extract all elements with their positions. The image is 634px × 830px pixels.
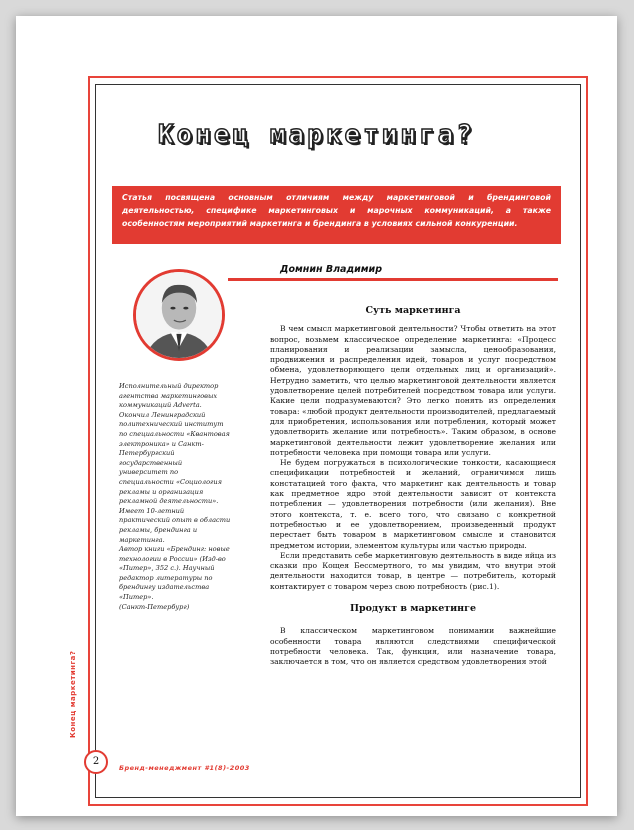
paragraph: В классическом маркетинговом понимании важнейшие особенности товара являются следствиями специфической потребности человека. Так, функция, или назначение товара, заключается в том, что он является средством удовлетворения этой [270,626,556,667]
author-name: Домнин Владимир [280,264,383,275]
bio-line: Окончил Ленинградский политехнический институт по специальности «Квантовая электроника» и Санкт-Петербургский государственный университет по специальности «Социология рекламы и организация рекламной деятельности». [119,410,230,506]
page-number: 2 [84,750,108,774]
journal-footer: Бренд-менеджмент #1(8)-2003 [119,764,250,772]
article-title: Конец маркетинга? [157,120,476,150]
lead-banner: Статья посвящена основным отличиям между маркетинговой и брендинговой деятельностью, специфике маркетинговых и марочных коммуникаций, а также особенностям мероприятий маркетинга и брендинга в условиях сильной конкуренции. [112,186,561,244]
author-underline [228,278,558,281]
article-body [270,306,556,668]
page [16,16,617,816]
side-running-title-text: Конец маркетинга? [69,650,77,738]
bio-line: Исполнительный директор агентства маркетинговых коммуникаций Adverta. [119,382,219,410]
bio-line: Автор книги «Брендинг: новые технологии в России» (Изд-во «Питер», 352 с.). Научный редактор литературы по брендингу издательства «Питер». [119,545,230,602]
bio-line: (Санкт-Петербург) [119,602,190,611]
section-heading: Продукт в маркетинге [349,603,477,615]
paragraph: В чем смысл маркетинговой деятельности? Чтобы ответить на этот вопрос, возьмем классическое определение маркетинга: «Процесс планирования и реализации замысла, ценообразования, продвижения и распределения идей, товаров и услуг посредством обмена, удовлетворяющего цели отдельных лиц и организаций». Нетрудно заметить, что целью маркетинговой деятельности является удовлетворение целей потребителей посредством товара или услуги. Какие цели подразумеваются? Это легко понять из определения товара: «любой продукт деятельности производителей, предлагаемый для приобретения, использования или потребления, который может удовлетворить желание или потребность». Таким образом, в основе маркетинговой деятельности лежит удовлетворение желания или потребности человека при помощи товара или услуги. [270,324,556,457]
paragraph: Не будем погружаться в психологические тонкости, касающиеся спецификации потребностей и желаний, ограничимся лишь констатацией того факта, что маркетинг как деятельность и товар как предметное ядро этой деятельности зависят от контекста потребления — удовлетворения потребности (или желания). Вне этого контекста, т. е. всего того, что связано с конкретной потребностью и ее удовлетворением, произведенный продукт перестает быть товаром в маркетинговом смысле и становится предметом истории, элементом культуры или частью природы. [270,458,556,550]
bio-line: Имеет 10-летний практический опыт в области рекламы, брендинга и маркетинга. [119,506,231,544]
side-running-title [69,650,81,738]
paragraph: Если представить себе маркетинговую деятельность в виде яйца из сказки про Кощея Бессмертного, то мы увидим, что внутри этой деятельности находится товар, в центре — потребитель, который контактирует с товаром через свою потребность (рис.1). [270,550,556,591]
author-bio [119,382,231,612]
portrait-icon [136,272,222,358]
section-heading: Суть маркетинга [365,305,461,316]
author-photo [133,269,225,361]
